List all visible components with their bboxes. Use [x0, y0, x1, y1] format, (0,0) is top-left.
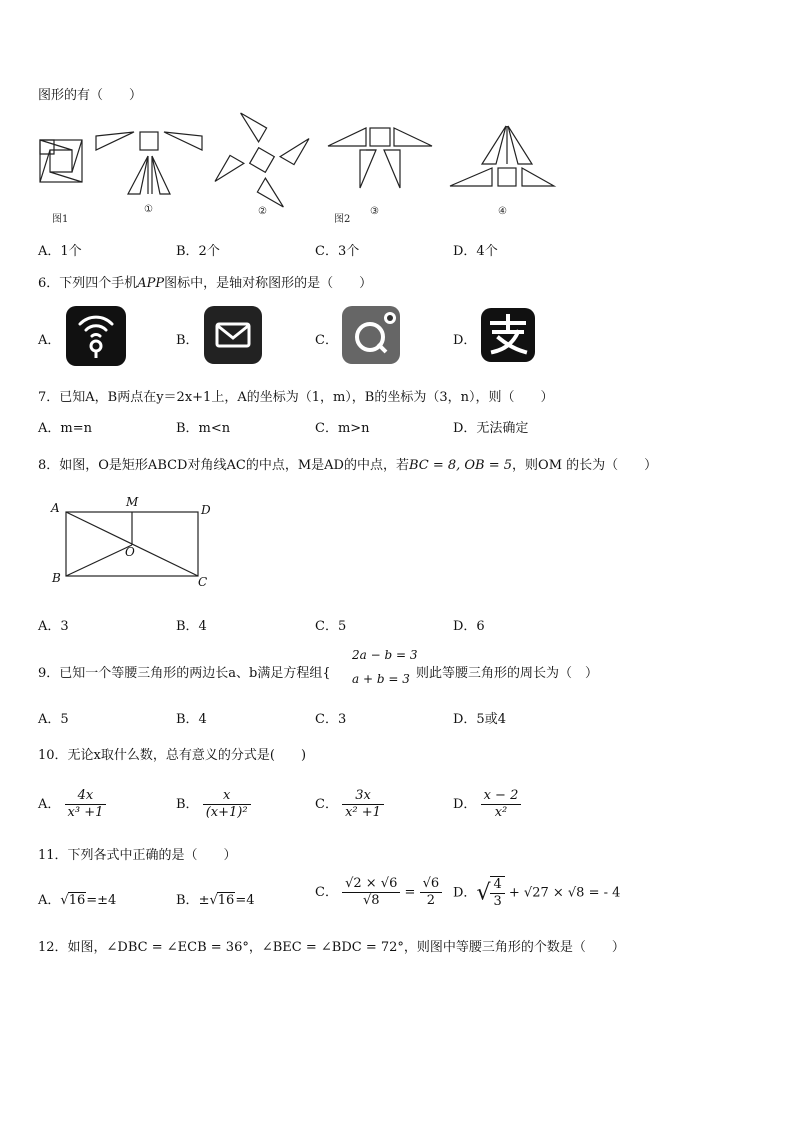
- q10-b-num: x: [203, 788, 251, 805]
- q6-letter-a: A．: [38, 333, 61, 348]
- q8-option-a: A．3: [38, 619, 69, 634]
- q11-d-num: 4: [490, 877, 504, 894]
- q11-letter-a: A．: [38, 893, 61, 908]
- fig-3-square: [370, 128, 390, 146]
- q11-c-eq: =: [404, 885, 416, 900]
- q10-option-a: [38, 788, 106, 821]
- q10-option-b: [176, 788, 251, 821]
- q5-stem-tail: 图形的有（ ）: [38, 88, 143, 103]
- q10-b-fraction: [203, 788, 251, 821]
- q11-c-rden: 2: [426, 893, 435, 908]
- q11-b-pm: ±: [198, 893, 210, 908]
- q10-c-fraction: [342, 788, 384, 821]
- q11-c-result: [420, 876, 443, 909]
- q9-option-c: C．3: [315, 712, 347, 727]
- q11-c-fraction: [342, 876, 400, 909]
- q9-stem-b: 则此等腰三角形的周长为（ ）: [416, 666, 599, 681]
- q9-stem-a: 9．已知一个等腰三角形的两边长a、b满足方程组{: [38, 666, 331, 681]
- q9-equation-1: 2a − b = 3: [352, 648, 418, 662]
- q5-option-c: C．3个: [315, 244, 360, 259]
- q8-stem-a: 8．如图，O是矩形ABCD对角线AC的中点，M是AD的中点，若: [38, 458, 409, 473]
- fig-label-3: ②: [258, 206, 267, 217]
- label-o: O: [125, 545, 135, 559]
- fig-label-4: 图2: [334, 214, 351, 225]
- q11-stem: 11．下列各式中正确的是（ ）: [38, 848, 237, 863]
- q7-stem: 7．已知A，B两点在y＝2x+1上，A的坐标为（1，m），B的坐标为（3，n），则（ ）: [38, 390, 554, 405]
- fig-1-square: [140, 132, 158, 150]
- label-m: M: [126, 495, 139, 509]
- q5-option-a: A．1个: [38, 244, 82, 259]
- q10-stem: 10．无论x取什么数，总有意义的分式是( ): [38, 748, 307, 763]
- q7-option-b: B．m<n: [176, 421, 231, 436]
- q6-stem-tail: 图标中，是轴对称图形的是（ ）: [164, 276, 373, 291]
- q10-letter-a: A．: [38, 797, 61, 812]
- q11-option-c: [315, 876, 442, 909]
- q7-option-c: C．m>n: [315, 421, 370, 436]
- q11-option-b: B．±√16=4: [176, 893, 255, 908]
- q11-letter-c: C．: [315, 885, 338, 900]
- q5-option-d: D．4个: [453, 244, 498, 259]
- q8-option-b: B．4: [176, 619, 207, 634]
- label-a: A: [51, 501, 60, 515]
- q10-option-c: [315, 788, 384, 821]
- q5-figure: [36, 110, 566, 228]
- q10-b-den: (x+1)²: [205, 805, 248, 820]
- label-b: B: [52, 571, 61, 585]
- q10-c-den: x² +1: [345, 805, 381, 820]
- fig-label-1: 图1: [52, 214, 69, 225]
- fig-label-2: ①: [144, 204, 153, 215]
- q10-option-d: [453, 788, 521, 821]
- q9-equation-2: a + b = 3: [352, 672, 410, 686]
- q12-stem: 12．如图，∠DBC = ∠ECB = 36°，∠BEC = ∠BDC = 72°，则图中等腰三角形的个数是（ ）: [38, 940, 625, 955]
- q8-stem-b: ，则OM 的长为（ ）: [512, 458, 658, 473]
- q11-a-radicand: 16: [68, 893, 86, 908]
- q10-a-num: 4x: [65, 788, 107, 805]
- q8-stem: [38, 454, 657, 473]
- q6-letter-d: D．: [453, 333, 477, 348]
- q7-option-a: A．m=n: [38, 421, 92, 436]
- fig-label-5: ③: [370, 206, 379, 217]
- q11-letter-b: B．: [176, 893, 199, 908]
- fig-label-6: ④: [498, 206, 507, 217]
- label-c: C: [198, 575, 208, 589]
- q11-option-a: A．√16=±4: [38, 893, 117, 908]
- q6-stem: [38, 272, 372, 291]
- q7-option-d: D．无法确定: [453, 421, 529, 436]
- q11-d-fraction: [490, 876, 504, 910]
- q11-d-rest: + √27 × √8 = - 4: [508, 885, 621, 901]
- mail-envelope-icon: [204, 306, 262, 364]
- q9-option-d: D．5或4: [453, 712, 506, 727]
- q11-letter-d: D．: [453, 885, 477, 901]
- q8-condition: BC = 8, OB = 5: [408, 458, 513, 473]
- q10-d-num: x − 2: [481, 788, 522, 805]
- q11-option-d: D．√ $\frac{4}{3}$ + √27 × √8 = - 4: [453, 877, 621, 909]
- search-q-icon: [342, 306, 400, 364]
- alipay-zhi-icon: [481, 308, 535, 362]
- q11-d-den: 3: [493, 894, 502, 909]
- q10-a-den: x³ +1: [67, 805, 104, 820]
- q10-d-den: x²: [494, 805, 508, 820]
- q10-letter-b: B．: [176, 797, 199, 812]
- q10-letter-d: D．: [453, 797, 477, 812]
- q10-c-num: 3x: [342, 788, 384, 805]
- q11-c-den: √8: [362, 893, 380, 908]
- q11-c-rnum: √6: [420, 876, 443, 893]
- label-d: D: [201, 503, 211, 517]
- q11-b-tail: =4: [235, 893, 255, 908]
- q5-option-b: B．2个: [176, 244, 220, 259]
- q8-rectangle-figure: [48, 494, 218, 590]
- fig1-inner-square: [50, 150, 72, 172]
- q8-option-d: D．6: [453, 619, 485, 634]
- q9-option-a: A．5: [38, 712, 69, 727]
- q11-c-num: √2 × √6: [342, 876, 400, 893]
- q10-a-fraction: [65, 788, 107, 821]
- q11-b-radicand: 16: [217, 893, 235, 908]
- q10-letter-c: C．: [315, 797, 338, 812]
- fig-4-square: [498, 168, 516, 186]
- q6-stem-text: 6．下列四个手机: [38, 276, 138, 291]
- q6-letter-c: C．: [315, 333, 338, 348]
- q6-app-text: APP: [137, 276, 165, 291]
- wifi-signal-icon: [66, 306, 126, 366]
- q11-a-tail: =±4: [86, 893, 117, 908]
- q8-option-c: C．5: [315, 619, 347, 634]
- q9-option-b: B．4: [176, 712, 207, 727]
- q10-d-fraction: [481, 788, 522, 821]
- q6-letter-b: B．: [176, 333, 199, 348]
